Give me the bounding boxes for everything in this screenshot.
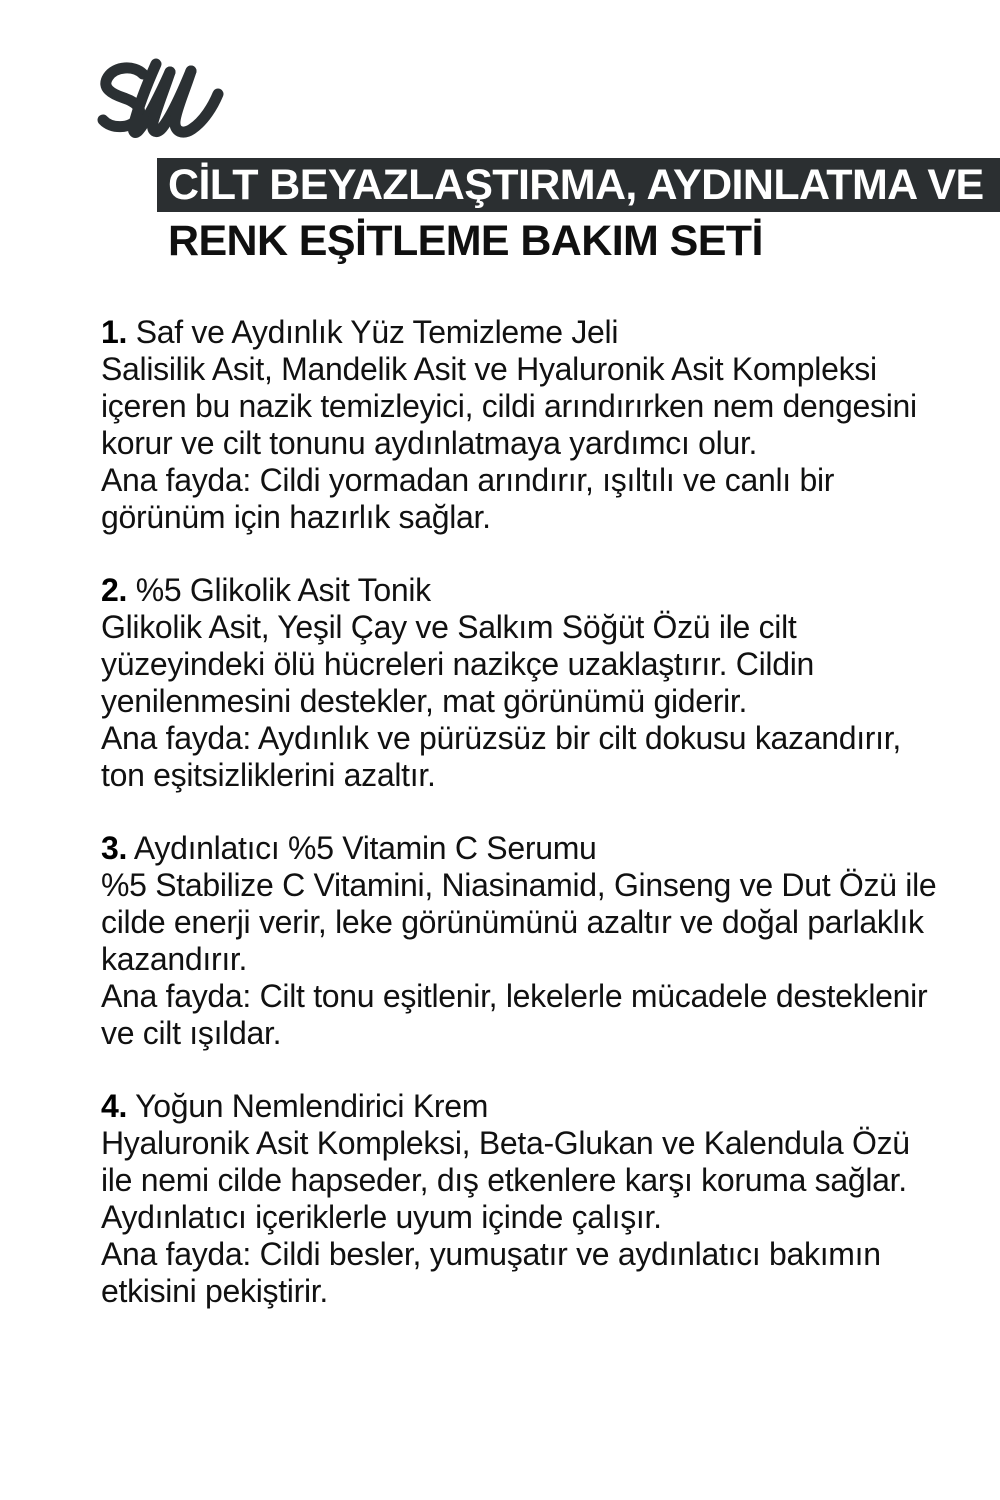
product-description-1: Salisilik Asit, Mandelik Asit ve Hyaluronik Asit Kompleksi içeren bu nazik temizleyici, cildi arındırırken nem dengesini korur ve cilt tonunu aydınlatmaya yardımcı olur. — [101, 351, 917, 461]
product-item-4 — [101, 1088, 949, 1310]
product-name-4: Yoğun Nemlendirici Krem — [135, 1088, 489, 1124]
product-benefit-4: Ana fayda: Cildi besler, yumuşatır ve aydınlatıcı bakımın etkisini pekiştirir. — [101, 1236, 881, 1309]
product-benefit-1: Ana fayda: Cildi yormadan arındırır, ışıltılı ve canlı bir görünüm için hazırlık sağlar. — [101, 462, 835, 535]
product-list — [101, 314, 949, 1310]
product-benefit-3: Ana fayda: Cilt tonu eşitlenir, lekelerle mücadele desteklenir ve cilt ışıldar. — [101, 978, 928, 1051]
page-title-line-1: CİLT BEYAZLAŞTIRMA, AYDINLATMA VE — [157, 158, 1000, 212]
product-description-2: Glikolik Asit, Yeşil Çay ve Salkım Söğüt Özü ile cilt yüzeyindeki ölü hücreleri nazikçe uzaklaştırır. Cildin yenilenmesini destekler, mat görünümü giderir. — [101, 609, 815, 719]
brand-logo — [96, 52, 276, 144]
product-benefit-2: Ana fayda: Aydınlık ve pürüzsüz bir cilt dokusu kazandırır, ton eşitsizliklerini azaltır. — [101, 720, 901, 793]
product-number-2: 2. — [101, 572, 128, 608]
product-number-4: 4. — [101, 1088, 128, 1124]
product-description-4: Hyaluronik Asit Kompleksi, Beta-Glukan ve Kalendula Özü ile nemi cilde hapseder, dış etkenlere karşı koruma sağlar. Aydınlatıcı içeriklerle uyum içinde çalışır. — [101, 1125, 910, 1235]
product-number-3: 3. — [101, 830, 128, 866]
page-title-line-2: RENK EŞİTLEME BAKIM SETİ — [168, 217, 763, 265]
product-item-1 — [101, 314, 949, 536]
product-name-3: Aydınlatıcı %5 Vitamin C Serumu — [133, 830, 597, 866]
product-heading-2 — [101, 572, 949, 609]
product-heading-1 — [101, 314, 949, 351]
product-item-3 — [101, 830, 949, 1052]
product-name-1: Saf ve Aydınlık Yüz Temizleme Jeli — [135, 314, 619, 350]
product-name-2: %5 Glikolik Asit Tonik — [135, 572, 431, 608]
product-description-3: %5 Stabilize C Vitamini, Niasinamid, Ginseng ve Dut Özü ile cilde enerji verir, leke görünümünü azaltır ve doğal parlaklık kazandırır. — [101, 867, 937, 977]
product-heading-4 — [101, 1088, 949, 1125]
page-title — [157, 158, 1000, 268]
product-heading-3 — [101, 830, 949, 867]
product-item-2 — [101, 572, 949, 794]
product-number-1: 1. — [101, 314, 128, 350]
